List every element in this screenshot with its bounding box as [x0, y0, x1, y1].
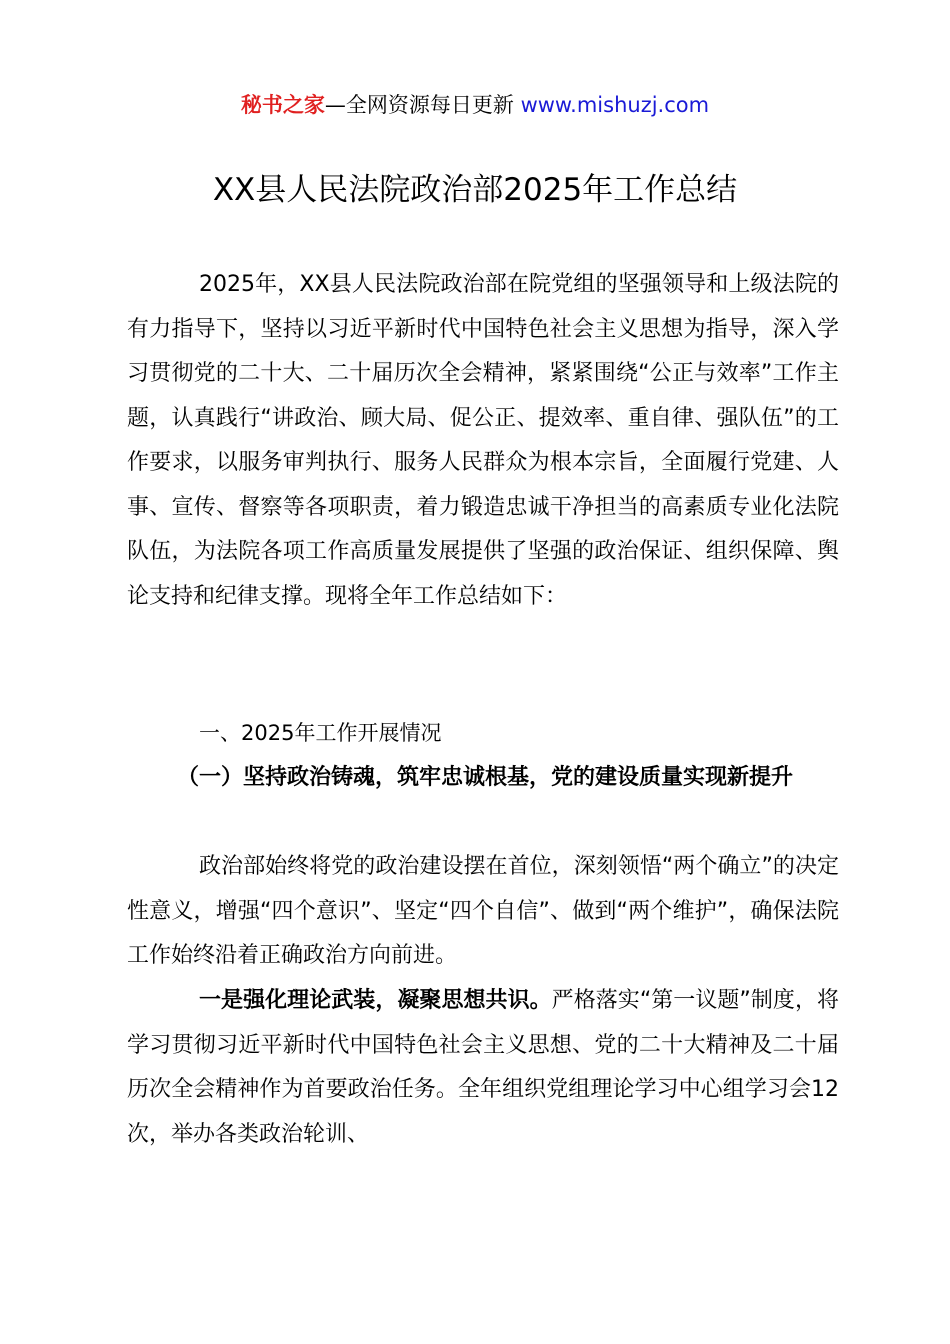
intro-paragraph: 2025年，XX县人民法院政治部在院党组的坚强领导和上级法院的有力指导下，坚持以习近平新时代中国特色社会主义思想为指导，深入学习贯彻党的二十大、二十届历次全会精神，紧紧围绕“公正与效率”工作主题，认真践行“讲政治、顾大局、促公正、提效率、重自律、强队伍”的工作要求，以服务审判执行、服务人民群众为根本宗旨，全面履行党建、人事、宣传、督察等各项职责，着力锻造忠诚干净担当的高素质专业化法院队伍，为法院各项工作高质量发展提供了坚强的政治保证、组织保障、舆论支持和纪律支撑。现将全年工作总结如下：	[127, 272, 839, 609]
item-body: 严格落实“第一议题”制度，将学习贯彻习近平新时代中国特色社会主义思想、党的二十大精神及二十届历次全会精神作为首要政治任务。全年组织党组理论学习中心组学习会12次，举办各类政治轮训、	[127, 988, 839, 1147]
item-lead: 一是强化理论武装，凝聚思想共识。	[199, 988, 552, 1013]
section-heading: 一、2025年工作开展情况	[199, 721, 442, 745]
section-paragraph: 政治部始终将党的政治建设摆在首位，深刻领悟“两个确立”的决定性意义，增强“四个意识”、坚定“四个自信”、做到“两个维护”，确保法院工作始终沿着正确政治方向前进。	[127, 854, 839, 968]
item-paragraph	[127, 979, 839, 1157]
document-title: XX县人民法院政治部2025年工作总结	[212, 172, 738, 208]
site-url[interactable]: www.mishuzj.com	[520, 93, 710, 117]
site-header	[0, 89, 950, 121]
subsection-heading: （一）坚持政治铸魂，筑牢忠诚根基，党的建设质量实现新提升	[177, 765, 794, 790]
brand-name: 秘书之家	[240, 93, 325, 117]
header-tagline: —全网资源每日更新	[324, 93, 514, 117]
